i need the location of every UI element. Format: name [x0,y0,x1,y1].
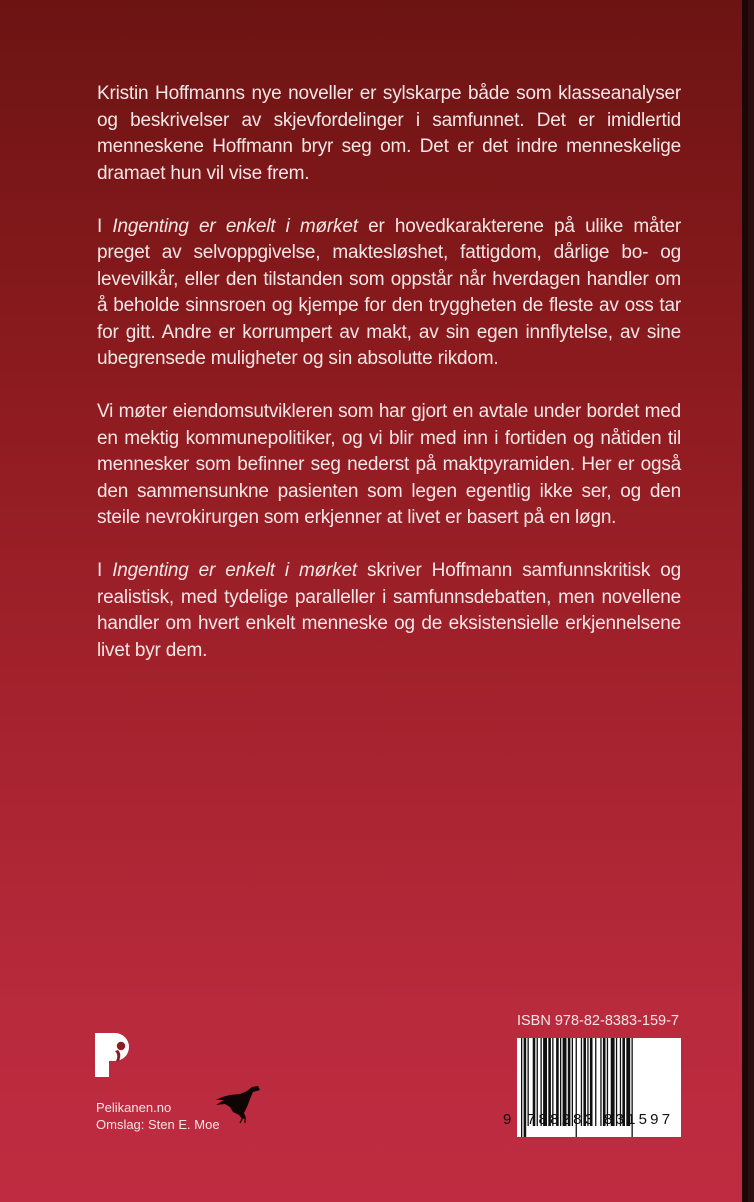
cover-edge [742,0,748,1202]
blurb-paragraph-2 [97,214,681,373]
barcode-bar [524,1038,527,1137]
publisher-info [96,1099,220,1133]
blurb-paragraph-1 [97,81,681,187]
book-title-italic: Ingenting er enkelt i mørket [112,215,358,237]
barcode-bar [600,1038,601,1126]
barcode-digit-first: 9 [503,1111,512,1128]
blurb-paragraph-3-text: Vi møter eiendomsutvikleren som har gjort en avtale under bordet med en mektig kommunepolitiker, og vi blir med inn i fortiden og nåtiden til mennesker som befinner seg nederst på maktpyramiden. Her er også den sammensunkne pasienten som legen egentlig ikke ser, og den steile nevrokirurgen som erkjenner at livet er basert på en løgn. [97,401,681,528]
blurb-paragraph-1-text: Kristin Hoffmanns nye noveller er sylskarpe både som klasseanalyser og beskrivelser av skjevfordelinger i samfunnet. Det er imidlertid menneskene Hoffmann bryr seg om. Det er det indre menneskelige dramaet hun vil vise frem. [97,83,681,184]
blurb-paragraph-4-prefix: I [97,560,113,581]
blurb-paragraph-2-prefix: I [97,215,113,237]
barcode-digits-right: 831597 [604,1111,674,1128]
blurb-paragraph-3 [97,399,681,532]
blurb-paragraph-2-text: er hovedkarakterene på ulike måter preget av selvoppgivelse, maktesløshet, fattigdom, dårlige bo- og levevilkår, eller den tilstanden som oppstår når hverdagen handler om å beholde sinnsroen og kjempe for den tryggheten de fleste av oss tar for gitt. Andre er korrumpert av makt, av sin egen innflytelse, av sine ubegrensede muligheter og sin absolutte rikdom. [97,215,681,369]
book-title-italic: Ingenting er enkelt i mørket [112,560,357,581]
publisher-website: Pelikanen.no [96,1100,172,1115]
barcode-bar [521,1038,522,1137]
cover-credit: Omslag: Sten E. Moe [96,1117,220,1132]
blurb-text [97,81,681,691]
barcode-digits-left: 788283 [527,1111,597,1128]
blurb-paragraph-4 [97,558,681,664]
pelikanen-p-logo [95,1033,135,1077]
blurb-paragraph-4-text: skriver Hoffmann samfunnskritisk og realistisk, med tydelige paralleller i samfunnsdebatten, men novellene handler om hvert enkelt menneske og de eksistensielle erkjennelsene livet byr dem. [97,560,681,661]
isbn-label: ISBN 978-82-8383-159-7 [516,1013,679,1029]
